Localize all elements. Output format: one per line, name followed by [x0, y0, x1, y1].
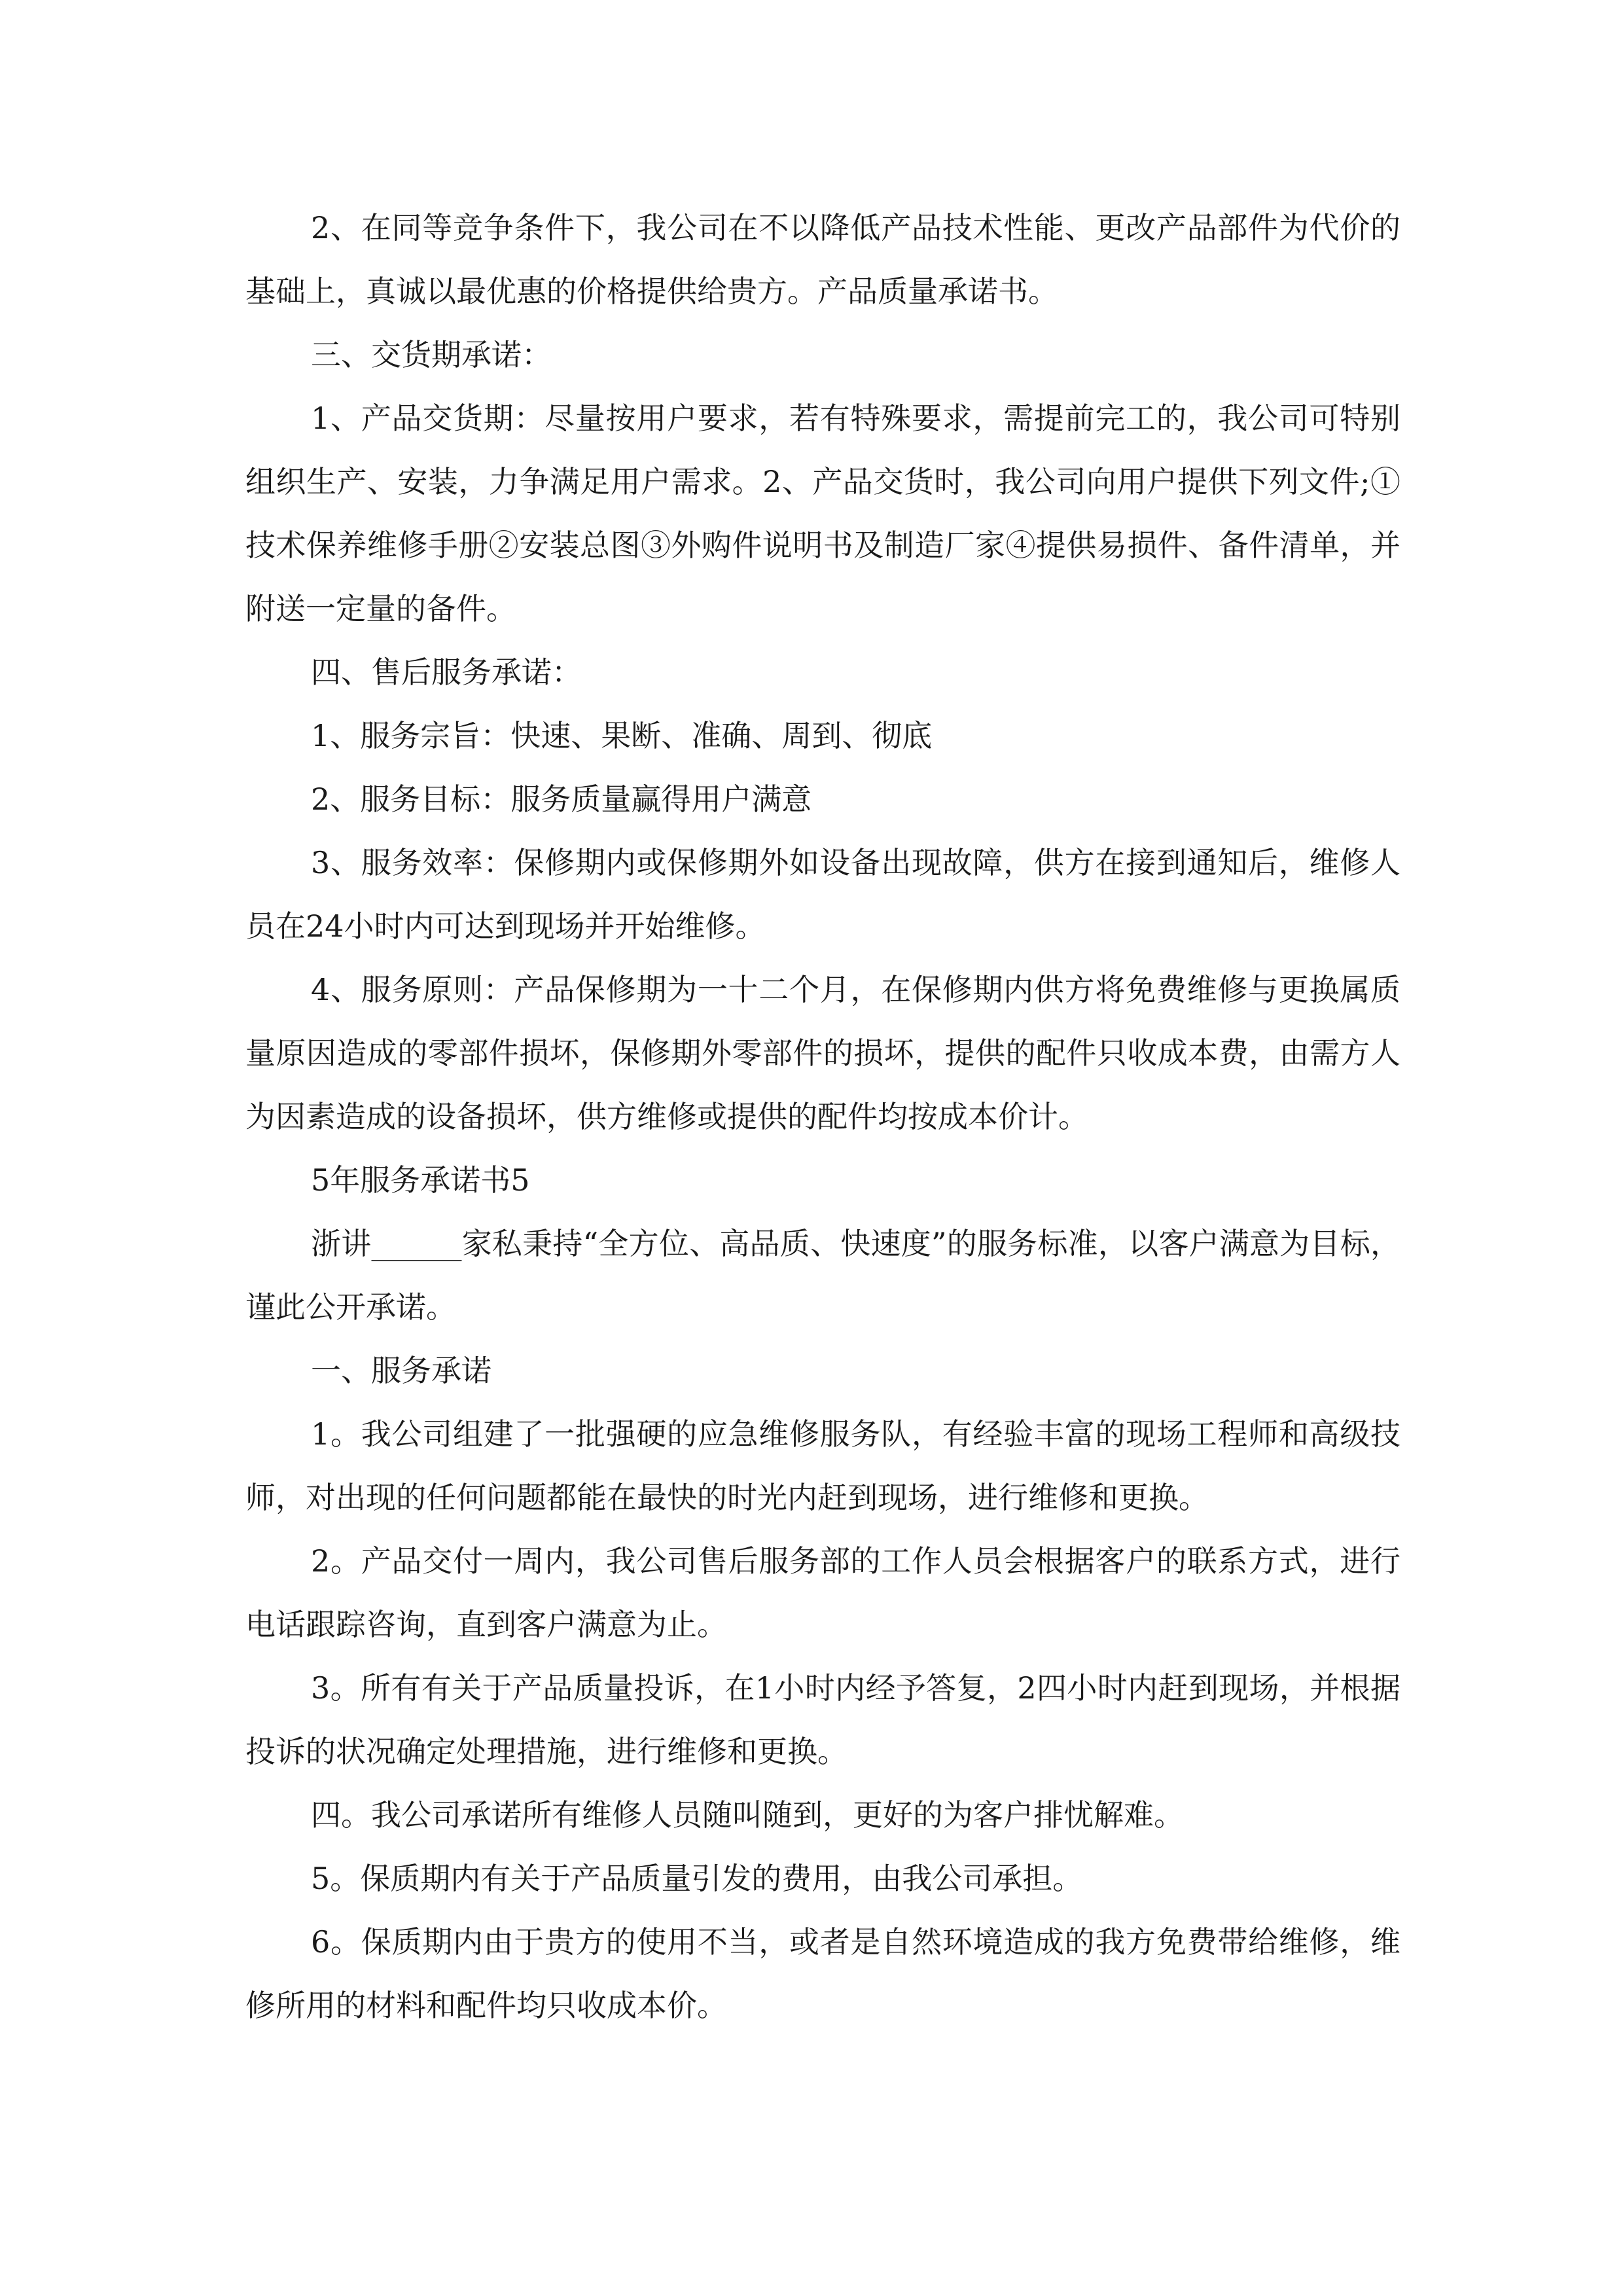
paragraph-service-principle: 4、服务原则：产品保修期为一十二个月，在保修期内供方将免费维修与更换属质量原因造成的零部件损坏，保修期外零部件的损坏，提供的配件只收成本费，由需方人为因素造成的设备损坏，供方维修或提供的配件均按成本价计。 — [245, 972, 1400, 1134]
heading-delivery-commitment: 三、交货期承诺： — [311, 337, 552, 372]
paragraph-service-goal: 2、服务目标：服务质量赢得用户满意 — [311, 781, 812, 817]
paragraph-price-commitment: 2、在同等竞争条件下，我公司在不以降低产品技术性能、更改产品部件为代价的基础上，真诚以最优惠的价格提供给贵方。产品质量承诺书。 — [245, 210, 1400, 309]
paragraph-item-4: 四。我公司承诺所有维修人员随叫随到，更好的为客户排忧解难。 — [311, 1797, 1184, 1833]
paragraph-item-3: 3。所有有关于产品质量投诉，在1小时内经予答复，2四小时内赶到现场，并根据投诉的状况确定处理措施，进行维修和更换。 — [245, 1670, 1400, 1769]
heading-after-sales-commitment: 四、售后服务承诺： — [311, 655, 582, 690]
paragraph-service-purpose: 1、服务宗旨：快速、果断、准确、周到、彻底 — [311, 718, 933, 753]
paragraph-intro: 浙讲______家私秉持“全方位、高品质、快速度”的服务标准，以客户满意为目标，谨此公开承诺。 — [245, 1226, 1400, 1325]
heading-service-commitment: 一、服务承诺 — [311, 1353, 491, 1388]
paragraph-item-6: 6。保质期内由于贵方的使用不当，或者是自然环境造成的我方免费带给维修，维修所用的材料和配件均只收成本价。 — [245, 1924, 1400, 2023]
paragraph-item-2: 2。产品交付一周内，我公司售后服务部的工作人员会根据客户的联系方式，进行电话跟踪咨询，直到客户满意为止。 — [245, 1543, 1400, 1642]
paragraph-delivery-period: 1、产品交货期：尽量按用户要求，若有特殊要求，需提前完工的，我公司可特别组织生产、安装，力争满足用户需求。2、产品交货时，我公司向用户提供下列文件;①技术保养维修手册②安装总图③外购件说明书及制造厂家④提供易损件、备件清单，并附送一定量的备件。 — [245, 401, 1400, 626]
paragraph-item-5: 5。保质期内有关于产品质量引发的费用，由我公司承担。 — [311, 1861, 1083, 1896]
paragraph-service-efficiency: 3、服务效率：保修期内或保修期外如设备出现故障，供方在接到通知后，维修人员在24小时内可达到现场并开始维修。 — [245, 845, 1400, 944]
document-body — [245, 196, 1400, 2037]
section-title: 5年服务承诺书5 — [311, 1162, 530, 1198]
paragraph-item-1: 1。我公司组建了一批强硬的应急维修服务队，有经验丰富的现场工程师和高级技师，对出现的任何问题都能在最快的时光内赶到现场，进行维修和更换。 — [245, 1416, 1400, 1515]
